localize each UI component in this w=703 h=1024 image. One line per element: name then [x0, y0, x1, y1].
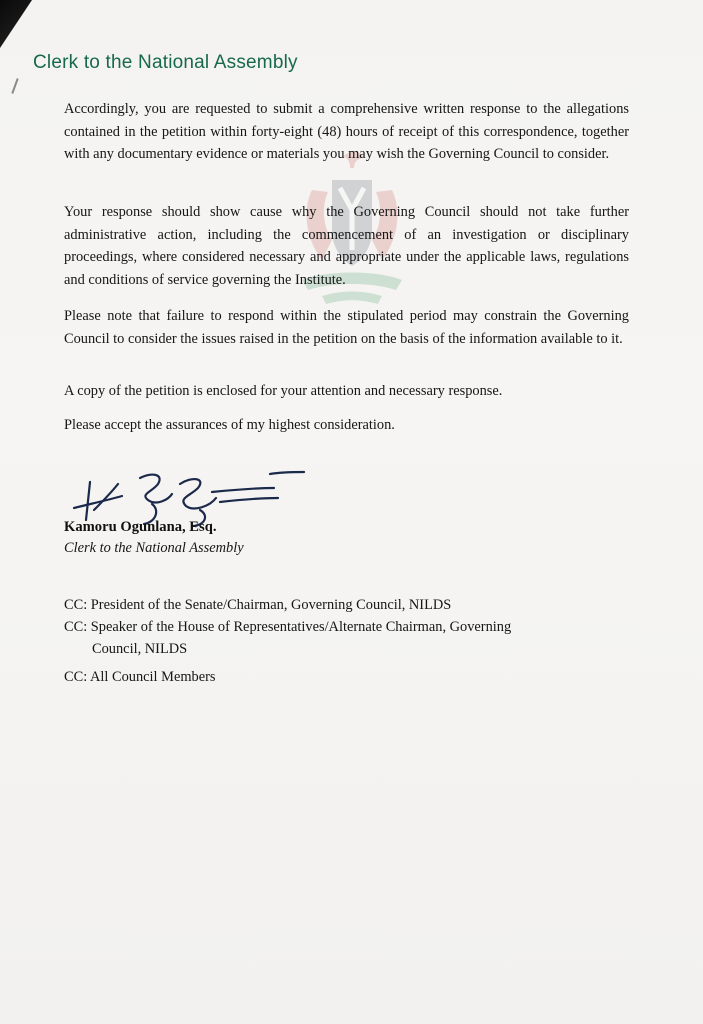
body-paragraph-2: Your response should show cause why the Governing Council should not take further administrative action, including the commencement of an investigation or disciplinary proceedings, where considered necessary and appropriate under the applicable laws, regulations and conditions of service governing the Institute. — [64, 204, 629, 288]
cc-line-1: CC: President of the Senate/Chairman, Governing Council, NILDS — [64, 597, 452, 613]
signatory-name: Kamoru Ogunlana, Esq. — [64, 519, 217, 535]
signatory-title: Clerk to the National Assembly — [64, 540, 244, 556]
cc-line-2-continuation: Council, NILDS — [92, 641, 188, 657]
body-paragraph-1: Accordingly, you are requested to submit a comprehensive written response to the allegations contained in the petition within forty-eight (48) hours of receipt of this correspondence, together with any documentary evidence or materials you may wish the Governing Council to consider. — [64, 101, 629, 162]
letterhead-title: Clerk to the National Assembly — [33, 52, 298, 73]
cc-line-2-text: CC: Speaker of the House of Representatives/Alternate Chairman, Governing — [64, 619, 512, 635]
body-paragraph-3: Please note that failure to respond within the stipulated period may constrain the Governing Council to consider the issues raised in the petition on the basis of the information available to it. — [64, 308, 629, 347]
cc-line-3: CC: All Council Members — [64, 669, 216, 685]
body-paragraph-4: A copy of the petition is enclosed for your attention and necessary response. — [64, 383, 503, 399]
scan-shadow — [0, 0, 32, 48]
scan-mark — [11, 78, 18, 94]
cc-line-2 — [64, 616, 629, 660]
body-paragraph-5: Please accept the assurances of my highest consideration. — [64, 417, 395, 433]
